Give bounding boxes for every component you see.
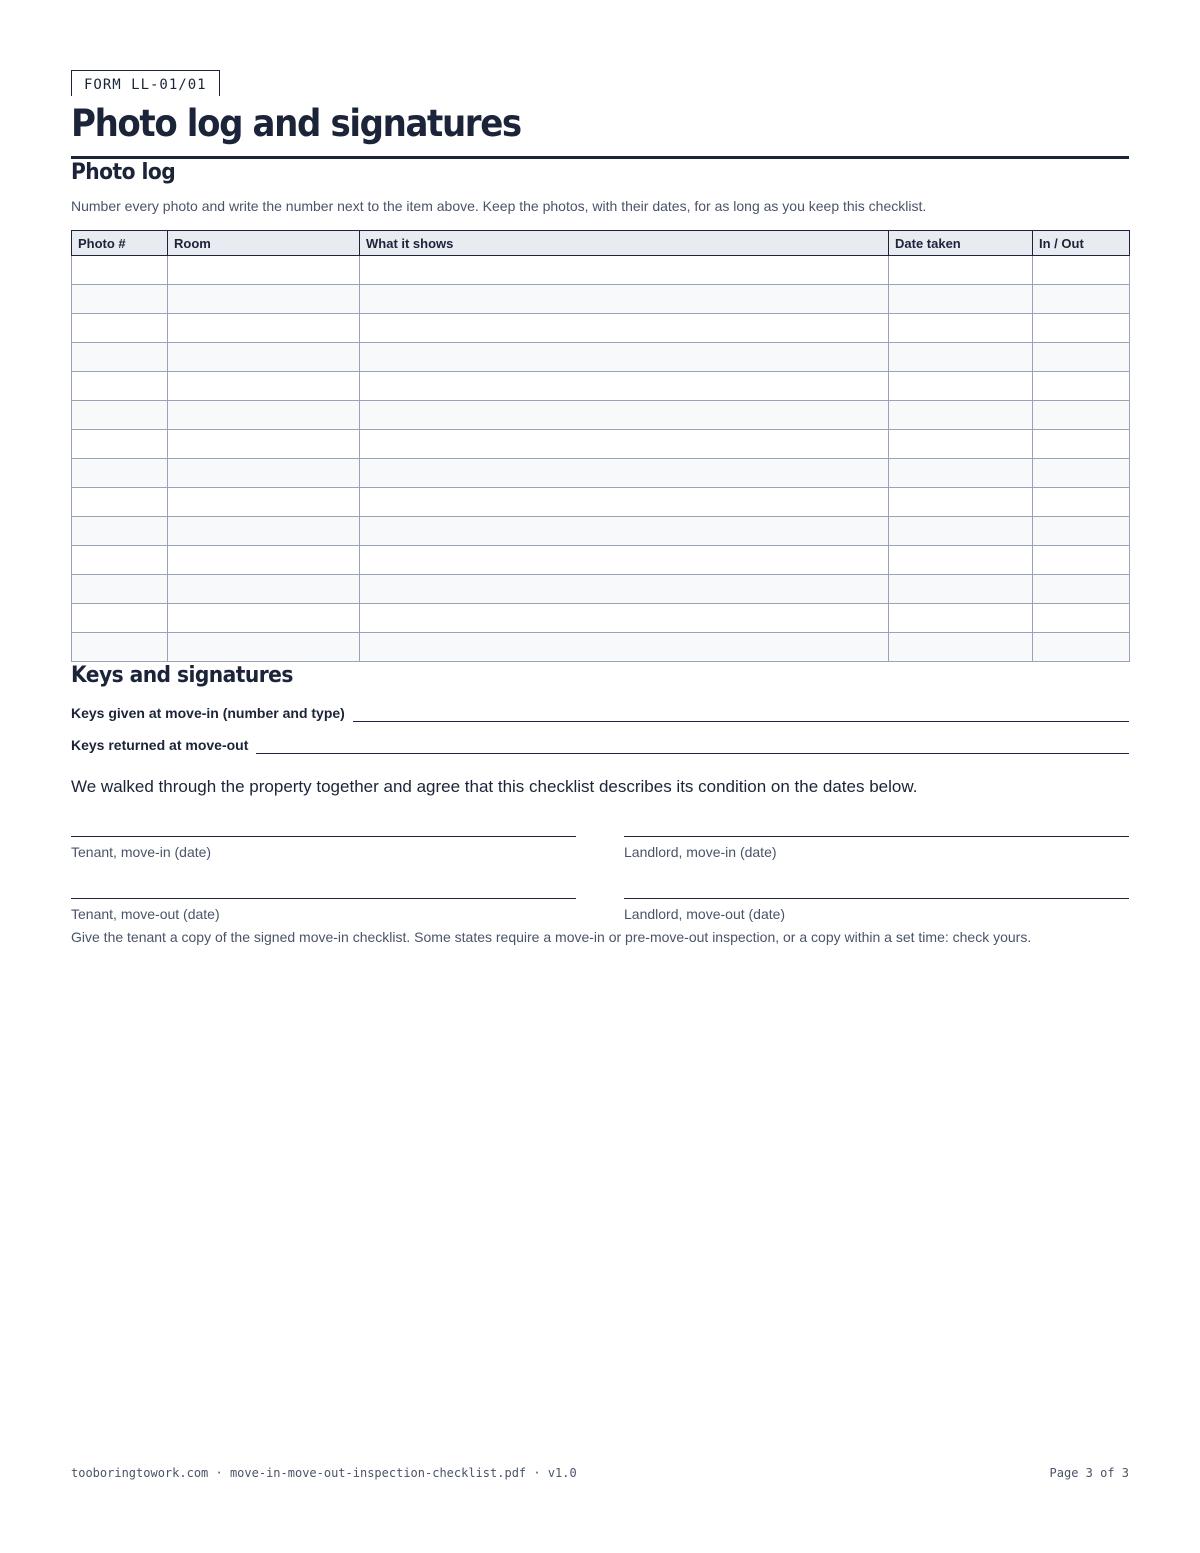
- col-header-what-it-shows: What it shows: [360, 231, 889, 256]
- table-cell[interactable]: [72, 633, 168, 662]
- table-cell[interactable]: [1033, 256, 1130, 285]
- table-row: [72, 575, 1130, 604]
- table-cell[interactable]: [889, 546, 1033, 575]
- signature-label: Tenant, move-out (date): [71, 906, 220, 922]
- photo-log-body: [72, 256, 1130, 662]
- table-cell[interactable]: [72, 604, 168, 633]
- table-cell[interactable]: [889, 372, 1033, 401]
- table-cell[interactable]: [889, 256, 1033, 285]
- table-cell[interactable]: [360, 285, 889, 314]
- table-row: [72, 343, 1130, 372]
- keys-given-label: Keys given at move-in (number and type): [71, 705, 345, 721]
- table-cell[interactable]: [168, 256, 360, 285]
- table-cell[interactable]: [1033, 314, 1130, 343]
- table-row: [72, 256, 1130, 285]
- table-cell[interactable]: [168, 343, 360, 372]
- signature-line[interactable]: [624, 836, 1129, 837]
- table-cell[interactable]: [889, 575, 1033, 604]
- form-id-tag: FORM LL-01/01: [71, 70, 220, 96]
- table-cell[interactable]: [72, 401, 168, 430]
- keys-given-line[interactable]: [353, 709, 1129, 722]
- table-cell[interactable]: [1033, 372, 1130, 401]
- table-cell[interactable]: [360, 633, 889, 662]
- table-cell[interactable]: [72, 285, 168, 314]
- table-cell[interactable]: [168, 459, 360, 488]
- table-cell[interactable]: [1033, 517, 1130, 546]
- table-cell[interactable]: [360, 575, 889, 604]
- col-header-in-out: In / Out: [1033, 231, 1130, 256]
- table-cell[interactable]: [1033, 546, 1130, 575]
- table-cell[interactable]: [168, 430, 360, 459]
- table-cell[interactable]: [168, 604, 360, 633]
- table-cell[interactable]: [72, 517, 168, 546]
- table-cell[interactable]: [168, 488, 360, 517]
- table-row: [72, 430, 1130, 459]
- table-cell[interactable]: [72, 575, 168, 604]
- table-cell[interactable]: [168, 372, 360, 401]
- table-cell[interactable]: [360, 430, 889, 459]
- copy-requirement-note: Give the tenant a copy of the signed move-in checklist. Some states require a move-in or pre-move-out inspection, or a copy within a set time: check yours.: [71, 929, 1032, 945]
- table-cell[interactable]: [360, 401, 889, 430]
- table-row: [72, 604, 1130, 633]
- footer-page-number: Page 3 of 3: [1049, 1466, 1129, 1480]
- table-cell[interactable]: [168, 546, 360, 575]
- col-header-date-taken: Date taken: [889, 231, 1033, 256]
- table-cell[interactable]: [72, 343, 168, 372]
- table-cell[interactable]: [889, 633, 1033, 662]
- table-cell[interactable]: [1033, 401, 1130, 430]
- table-cell[interactable]: [889, 517, 1033, 546]
- table-cell[interactable]: [72, 459, 168, 488]
- table-cell[interactable]: [360, 343, 889, 372]
- photo-log-heading: Photo log: [71, 160, 176, 185]
- table-cell[interactable]: [72, 546, 168, 575]
- table-cell[interactable]: [168, 517, 360, 546]
- table-cell[interactable]: [360, 314, 889, 343]
- table-row: [72, 488, 1130, 517]
- signature-row-move-in: [71, 836, 1129, 861]
- table-cell[interactable]: [360, 459, 889, 488]
- table-cell[interactable]: [889, 343, 1033, 372]
- tenant-move-out-signature: [71, 898, 576, 923]
- table-cell[interactable]: [889, 459, 1033, 488]
- keys-signatures-heading: Keys and signatures: [71, 663, 293, 688]
- signature-line[interactable]: [71, 898, 576, 899]
- table-cell[interactable]: [889, 285, 1033, 314]
- document-page: [71, 70, 1129, 946]
- table-cell[interactable]: [889, 430, 1033, 459]
- table-cell[interactable]: [360, 256, 889, 285]
- keys-given-field: [71, 704, 1129, 722]
- table-cell[interactable]: [1033, 575, 1130, 604]
- table-cell[interactable]: [168, 401, 360, 430]
- table-cell[interactable]: [168, 633, 360, 662]
- signature-line[interactable]: [624, 898, 1129, 899]
- table-cell[interactable]: [889, 314, 1033, 343]
- table-row: [72, 517, 1130, 546]
- table-row: [72, 372, 1130, 401]
- table-cell[interactable]: [168, 314, 360, 343]
- keys-returned-label: Keys returned at move-out: [71, 737, 249, 753]
- table-cell[interactable]: [1033, 343, 1130, 372]
- table-row: [72, 285, 1130, 314]
- table-row: [72, 633, 1130, 662]
- footer-source: tooboringtowork.com · move-in-move-out-inspection-checklist.pdf · v1.0: [71, 1466, 577, 1480]
- table-row: [72, 459, 1130, 488]
- keys-returned-line[interactable]: [256, 741, 1129, 754]
- table-cell[interactable]: [72, 430, 168, 459]
- photo-log-header-row: [72, 231, 1130, 256]
- table-cell[interactable]: [360, 488, 889, 517]
- photo-log-instructions: Number every photo and write the number next to the item above. Keep the photos, with their dates, for as long as you keep this checklist.: [71, 198, 927, 214]
- table-cell[interactable]: [1033, 459, 1130, 488]
- table-cell[interactable]: [168, 575, 360, 604]
- table-cell[interactable]: [360, 546, 889, 575]
- landlord-move-out-signature: [624, 898, 1129, 923]
- table-cell[interactable]: [72, 372, 168, 401]
- table-row: [72, 401, 1130, 430]
- table-cell[interactable]: [889, 401, 1033, 430]
- keys-returned-field: [71, 736, 1129, 754]
- page-title: Photo log and signatures: [71, 102, 521, 145]
- table-row: [72, 546, 1130, 575]
- table-cell[interactable]: [360, 372, 889, 401]
- tenant-move-in-signature: [71, 836, 576, 861]
- table-cell[interactable]: [168, 285, 360, 314]
- signature-label: Landlord, move-in (date): [624, 844, 777, 860]
- signature-row-move-out: [71, 898, 1129, 923]
- agreement-statement: We walked through the property together and agree that this checklist describes its condition on the dates below.: [71, 777, 918, 796]
- col-header-room: Room: [168, 231, 360, 256]
- table-cell[interactable]: [1033, 430, 1130, 459]
- table-cell[interactable]: [1033, 604, 1130, 633]
- page-footer: [71, 1466, 1129, 1480]
- table-cell[interactable]: [1033, 285, 1130, 314]
- photo-log-table: [71, 230, 1130, 662]
- table-cell[interactable]: [360, 517, 889, 546]
- col-header-photo-number: Photo #: [72, 231, 168, 256]
- table-cell[interactable]: [1033, 488, 1130, 517]
- table-cell[interactable]: [1033, 633, 1130, 662]
- table-cell[interactable]: [72, 256, 168, 285]
- landlord-move-in-signature: [624, 836, 1129, 861]
- table-row: [72, 314, 1130, 343]
- signature-label: Tenant, move-in (date): [71, 844, 212, 860]
- table-cell[interactable]: [360, 604, 889, 633]
- table-cell[interactable]: [72, 314, 168, 343]
- table-cell[interactable]: [889, 488, 1033, 517]
- signature-line[interactable]: [71, 836, 576, 837]
- table-cell[interactable]: [72, 488, 168, 517]
- signature-label: Landlord, move-out (date): [624, 906, 786, 922]
- table-cell[interactable]: [889, 604, 1033, 633]
